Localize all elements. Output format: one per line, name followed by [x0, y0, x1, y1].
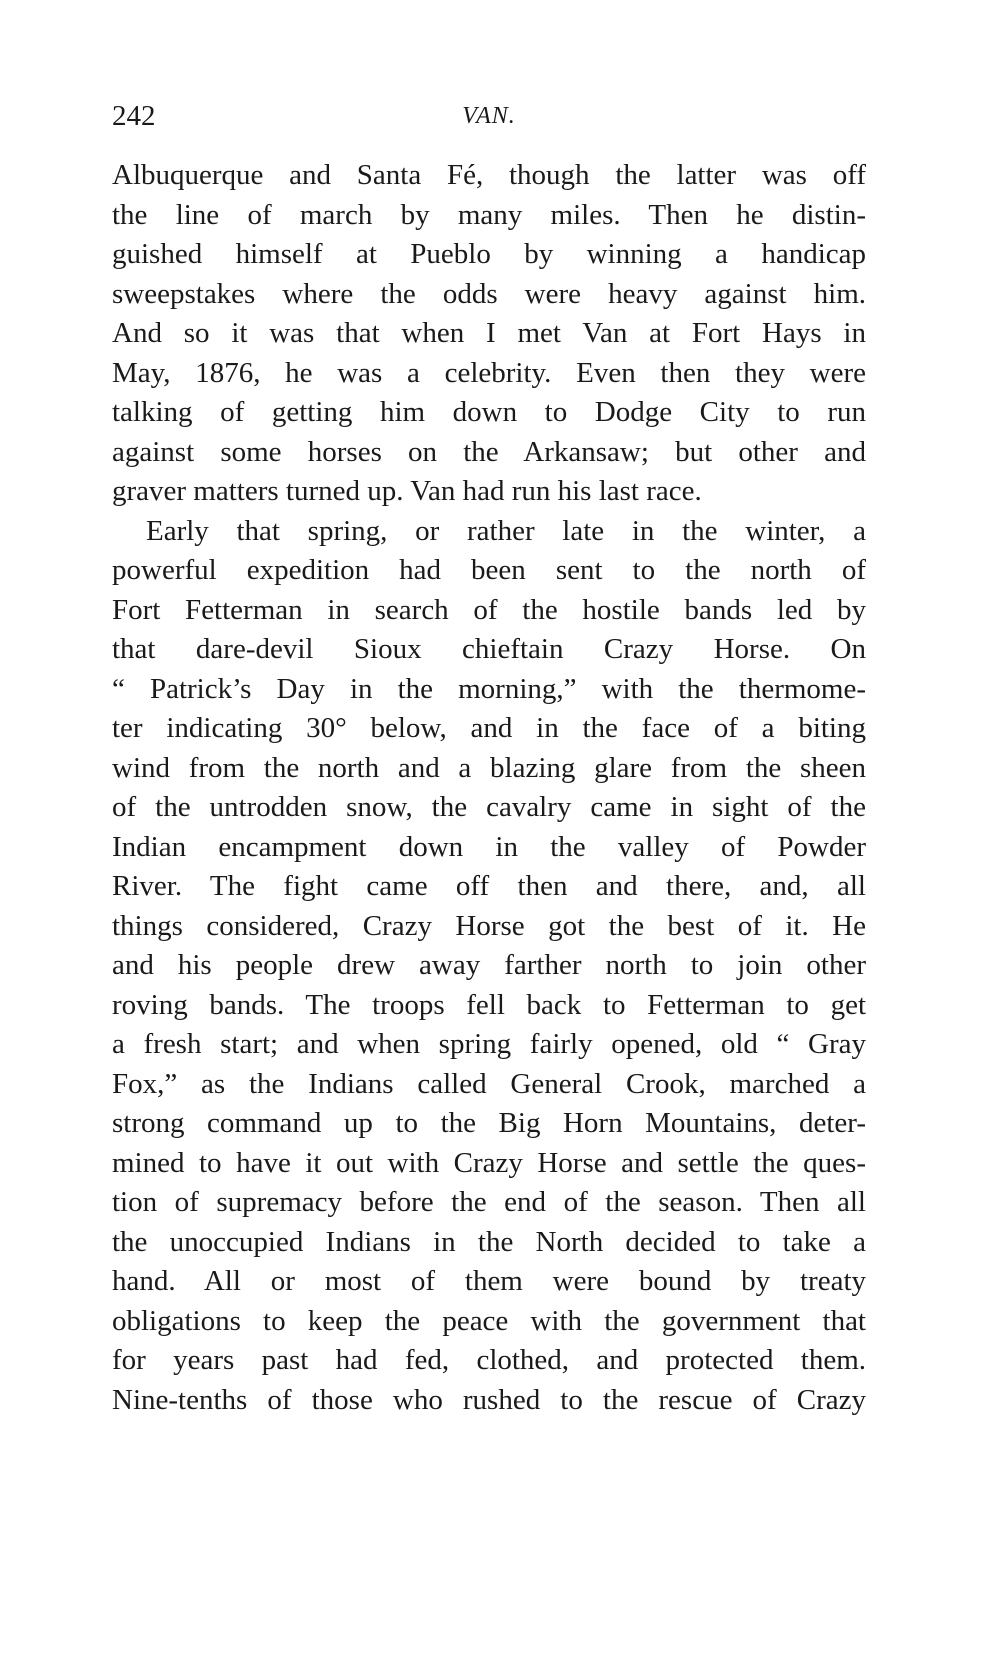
text-line: talking of getting him down to Dodge City to run [112, 396, 866, 428]
text-line: graver matters turned up. Van had run his last race. [112, 475, 702, 507]
text-line: wind from the north and a blazing glare from the sheen [112, 751, 866, 784]
text-line: mined to have it out with Crazy Horse and settle the ques- [112, 1146, 866, 1179]
body-text [112, 156, 866, 1420]
text-line: against some horses on the Arkansaw; but other and [112, 435, 866, 468]
text-line: that dare-devil Sioux chieftain Crazy Horse. On [112, 633, 866, 665]
text-line: the line of march by many miles. Then he distin- [112, 198, 866, 231]
text-line: guished himself at Pueblo by winning a handicap [112, 238, 866, 270]
text-line: sweepstakes where the odds were heavy against him. [112, 277, 866, 310]
text-line: for years past had fed, clothed, and protected them. [112, 1344, 866, 1376]
text-line: hand. All or most of them were bound by treaty [112, 1265, 866, 1297]
page-number: 242 [112, 100, 156, 132]
text-line: River. The fight came off then and there, and, all [112, 870, 866, 902]
text-line: “ Patrick’s Day in the morning,” with the thermome- [112, 672, 866, 705]
text-line: Early that spring, or rather late in the winter, a [146, 514, 866, 547]
text-line: Albuquerque and Santa Fé, though the latter was off [112, 159, 866, 191]
text-line: things considered, Crazy Horse got the best of it. He [112, 909, 866, 942]
text-line: Fort Fetterman in search of the hostile bands led by [112, 593, 866, 626]
text-line: roving bands. The troops fell back to Fetterman to get [112, 988, 866, 1021]
running-title: VAN. [462, 103, 516, 129]
text-line: Fox,” as the Indians called General Crook, marched a [112, 1067, 866, 1100]
text-line: May, 1876, he was a celebrity. Even then they were [112, 356, 866, 389]
text-line: the unoccupied Indians in the North decided to take a [112, 1225, 866, 1258]
text-line: obligations to keep the peace with the government that [112, 1304, 866, 1337]
text-line: and his people drew away farther north to join other [112, 949, 866, 981]
text-line: strong command up to the Big Horn Mountains, deter- [112, 1107, 866, 1139]
text-line: Indian encampment down in the valley of Powder [112, 830, 866, 863]
text-line: tion of supremacy before the end of the season. Then all [112, 1186, 866, 1218]
text-line: powerful expedition had been sent to the north of [112, 554, 866, 586]
text-line: And so it was that when I met Van at Fort Hays in [112, 317, 866, 349]
text-line: a fresh start; and when spring fairly opened, old “ Gray [112, 1028, 866, 1060]
text-line: ter indicating 30° below, and in the face of a biting [112, 712, 866, 744]
running-head [112, 96, 866, 136]
text-line: Nine-tenths of those who rushed to the rescue of Crazy [112, 1383, 866, 1416]
text-line: of the untrodden snow, the cavalry came in sight of the [112, 791, 866, 823]
